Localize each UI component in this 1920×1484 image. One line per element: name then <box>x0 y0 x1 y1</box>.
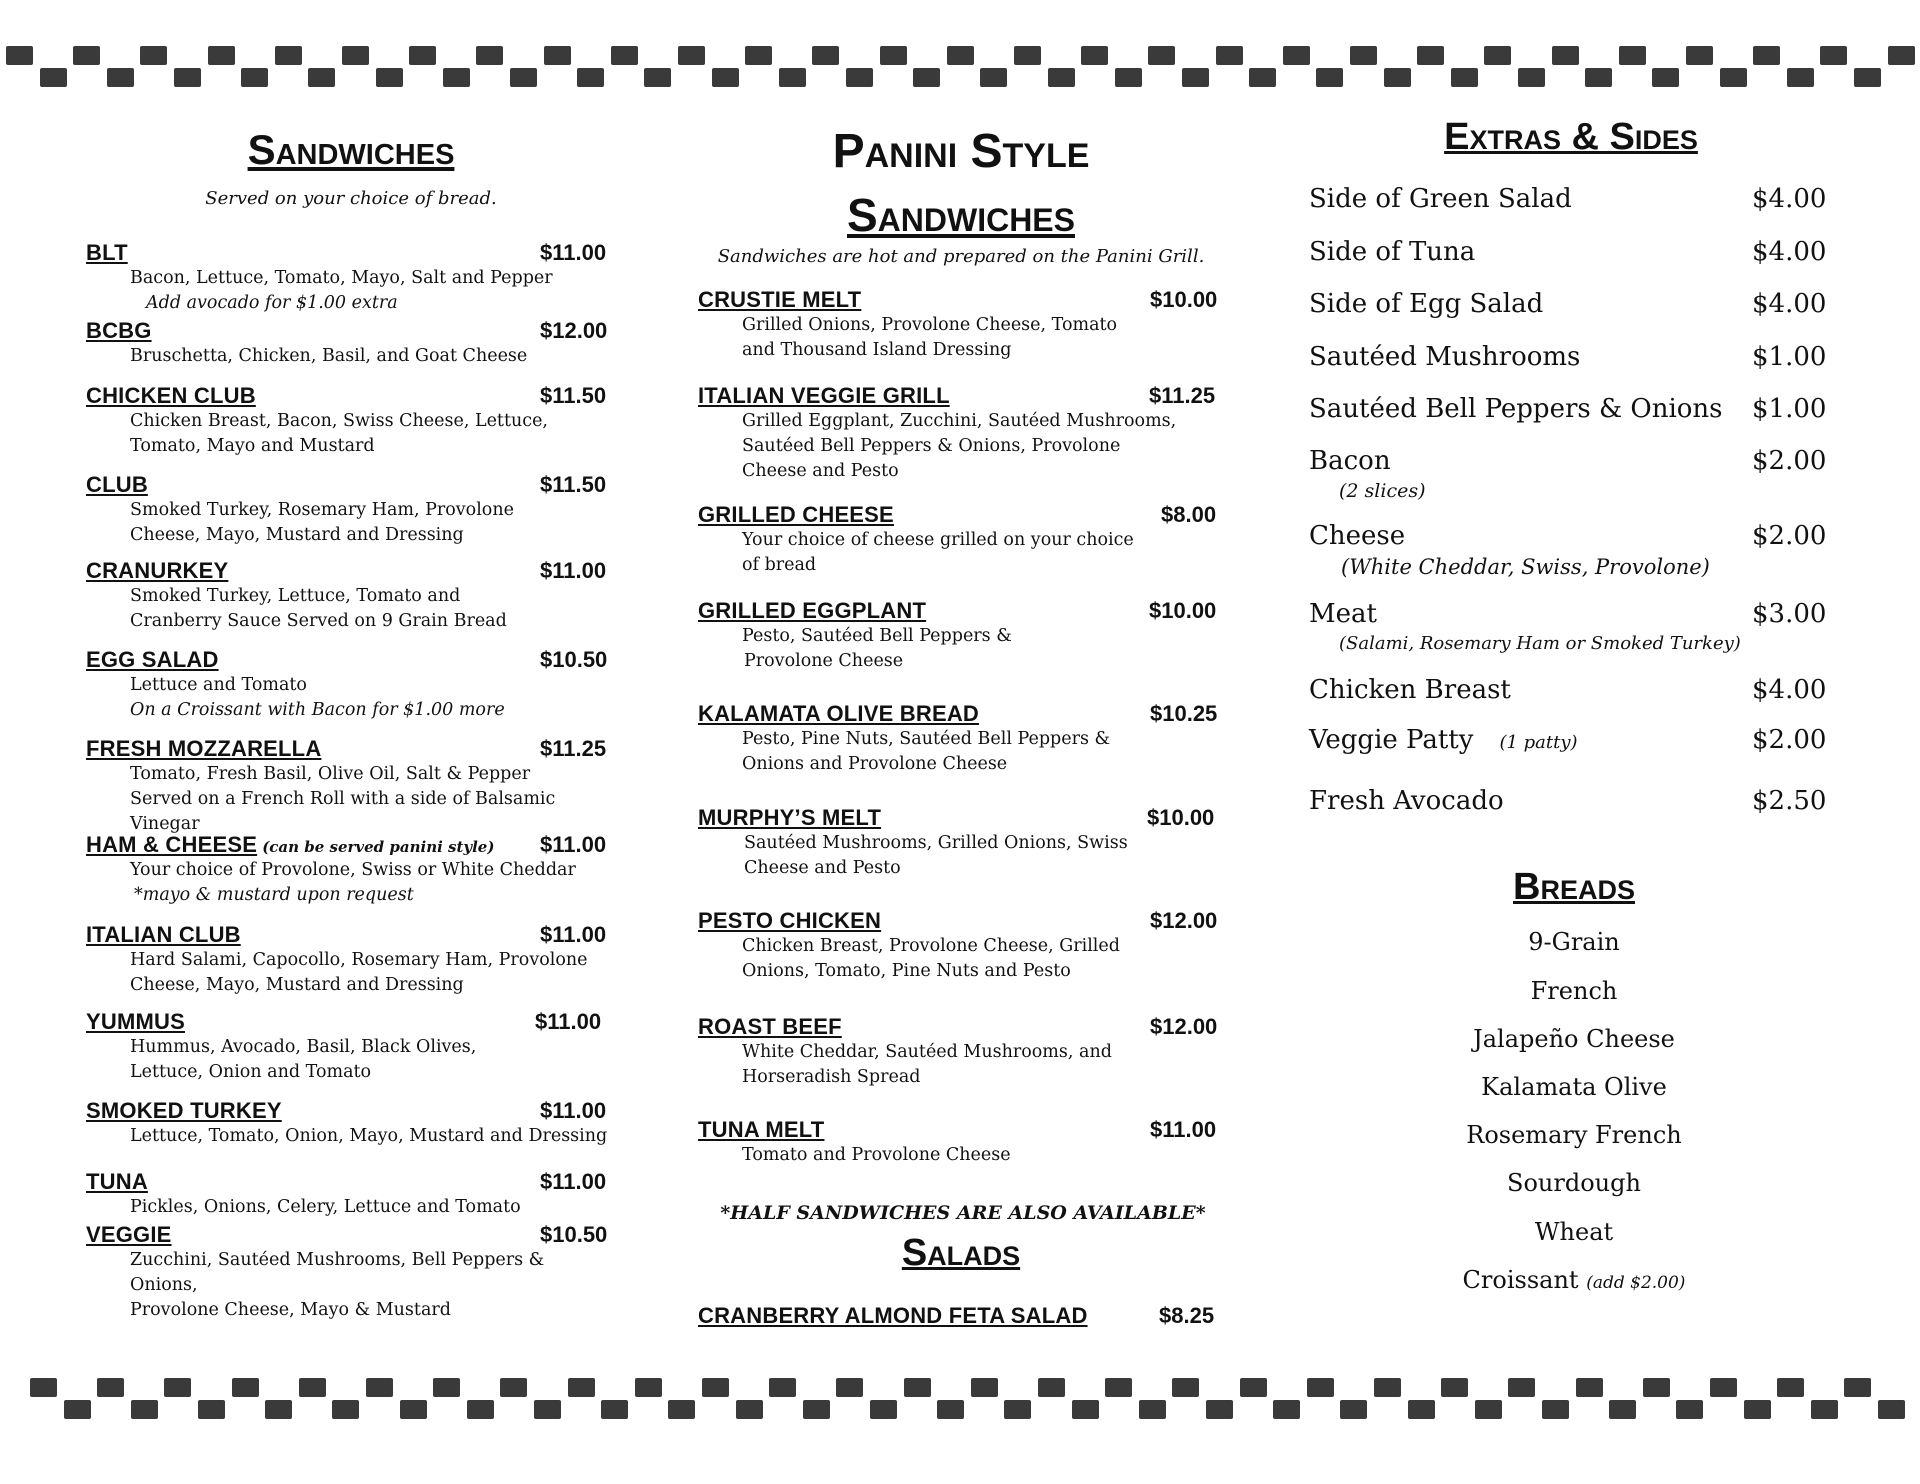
item-name: CLUB <box>86 472 148 497</box>
extra-name: Fresh Avocado <box>1309 786 1504 816</box>
item-description: Pesto, Pine Nuts, Sautéed Bell Peppers & <box>742 729 1111 749</box>
menu-item <box>86 922 616 998</box>
menu-item <box>698 805 1228 881</box>
item-description: Cheese and Pesto <box>742 461 899 481</box>
item-name: BLT <box>86 240 128 265</box>
checker-square <box>164 1378 191 1397</box>
item-description: Hummus, Avocado, Basil, Black Olives, <box>130 1037 477 1057</box>
checker-square <box>904 1378 931 1397</box>
bread-item: Kalamata Olive <box>1481 1073 1667 1101</box>
item-name: ROAST BEEF <box>698 1014 842 1039</box>
checker-square <box>1216 46 1243 65</box>
item-description: Chicken Breast, Bacon, Swiss Cheese, Lettuce, <box>130 411 548 431</box>
bread-note: (add $2.00) <box>1586 1273 1686 1293</box>
bread-item: Wheat <box>1534 1218 1614 1246</box>
item-description: and Thousand Island Dressing <box>742 340 1012 360</box>
checker-square <box>1182 68 1209 87</box>
checker-square <box>644 68 671 87</box>
menu-item <box>86 647 616 723</box>
checker-square <box>1384 68 1411 87</box>
extras-title: Extras & Sides <box>1444 116 1698 158</box>
checker-square <box>1753 46 1780 65</box>
item-inline-note: (can be served panini style) <box>262 838 495 856</box>
extra-price: $2.00 <box>1752 446 1827 476</box>
item-price: $11.00 <box>540 1169 607 1194</box>
menu-item <box>86 1169 616 1220</box>
checker-square <box>1576 1378 1603 1397</box>
bread-item: Sourdough <box>1507 1169 1641 1197</box>
extra-note: (2 slices) <box>1339 480 1426 502</box>
checker-square <box>1072 1400 1099 1419</box>
checker-square <box>1720 68 1747 87</box>
breads-title: Breads <box>1513 866 1635 908</box>
bread-item: 9-Grain <box>1528 928 1620 956</box>
item-description: Sautéed Mushrooms, Grilled Onions, Swiss <box>744 833 1128 853</box>
checker-square <box>1508 1378 1535 1397</box>
extra-name: Sautéed Bell Peppers & Onions <box>1309 394 1723 424</box>
extra-note: (Salami, Rosemary Ham or Smoked Turkey) <box>1339 633 1741 654</box>
item-note: *mayo & mustard upon request <box>134 885 414 905</box>
item-description: Provolone Cheese, Mayo & Mustard <box>130 1300 451 1320</box>
item-price: $11.50 <box>540 383 607 408</box>
item-price: $10.00 <box>1150 287 1218 312</box>
item-description: of bread <box>742 555 817 575</box>
checker-square <box>376 68 403 87</box>
checker-square <box>1518 68 1545 87</box>
menu-item <box>698 287 1228 363</box>
checker-square <box>870 1400 897 1419</box>
item-description: White Cheddar, Sautéed Mushrooms, and <box>742 1042 1112 1062</box>
item-price: $12.00 <box>1150 908 1218 933</box>
extra-name-text: Veggie Patty <box>1309 725 1474 755</box>
item-description: Your choice of Provolone, Swiss or White Cheddar <box>130 860 576 880</box>
item-description: Lettuce, Onion and Tomato <box>130 1062 372 1082</box>
checker-square <box>1206 1400 1233 1419</box>
item-description: Tomato, Mayo and Mustard <box>130 436 375 456</box>
checker-square <box>1451 68 1478 87</box>
menu-item <box>86 736 616 837</box>
checker-square <box>1340 1400 1367 1419</box>
item-name: ITALIAN VEGGIE GRILL <box>698 383 950 408</box>
menu-item <box>86 1009 616 1085</box>
extra-name: Side of Tuna <box>1309 237 1476 267</box>
extra-note: (White Cheddar, Swiss, Provolone) <box>1341 555 1710 579</box>
extra-price: $4.00 <box>1752 675 1827 705</box>
item-name: VEGGIE <box>86 1222 172 1247</box>
checker-square <box>510 68 537 87</box>
item-description: Lettuce, Tomato, Onion, Mayo, Mustard and Dressing <box>130 1126 608 1146</box>
bottom-checker-border <box>0 1376 1920 1448</box>
checker-square <box>241 68 268 87</box>
checker-square <box>174 68 201 87</box>
checker-square <box>736 1400 763 1419</box>
menu-item <box>86 832 616 908</box>
extra-name: Bacon <box>1309 446 1391 476</box>
checker-square <box>1172 1378 1199 1397</box>
item-price: $11.25 <box>540 736 607 761</box>
checker-square <box>1820 46 1847 65</box>
extra-price: $1.00 <box>1752 342 1827 372</box>
extra-price: $3.00 <box>1752 599 1827 629</box>
checker-square <box>1888 46 1915 65</box>
checker-square <box>1081 46 1108 65</box>
extra-price: $2.00 <box>1752 521 1827 551</box>
checker-square <box>1350 46 1377 65</box>
sandwiches-subtitle: Served on your choice of bread. <box>205 188 497 209</box>
checker-square <box>601 1400 628 1419</box>
item-name: GRILLED CHEESE <box>698 502 894 527</box>
extra-name: Side of Egg Salad <box>1309 289 1544 319</box>
checker-square <box>433 1378 460 1397</box>
item-name: SMOKED TURKEY <box>86 1098 282 1123</box>
item-description: Cheese and Pesto <box>744 858 901 878</box>
salads-title: Salads <box>901 1232 1021 1274</box>
item-name: CRUSTIE MELT <box>698 287 862 312</box>
checker-square <box>812 46 839 65</box>
checker-square <box>232 1378 259 1397</box>
checker-square <box>1441 1378 1468 1397</box>
checker-square <box>1552 46 1579 65</box>
checker-square <box>836 1378 863 1397</box>
item-price: $10.50 <box>540 1222 608 1247</box>
menu-item <box>698 383 1228 484</box>
checker-square <box>971 1378 998 1397</box>
item-name: TUNA <box>86 1169 148 1194</box>
checker-square <box>947 46 974 65</box>
checker-square <box>702 1378 729 1397</box>
checker-square <box>1475 1400 1502 1419</box>
item-name: FRESH MOZZARELLA <box>86 736 322 761</box>
item-description: Lettuce and Tomato <box>130 675 307 695</box>
half-sandwich-note: *HALF SANDWICHES ARE ALSO AVAILABLE* <box>720 1202 1206 1224</box>
checker-square <box>208 46 235 65</box>
item-price: $10.25 <box>1150 701 1218 726</box>
item-description: Horseradish Spread <box>742 1067 921 1087</box>
checker-square <box>1585 68 1612 87</box>
item-description: Grilled Eggplant, Zucchini, Sautéed Mushrooms, <box>742 411 1177 431</box>
item-description: Pickles, Onions, Celery, Lettuce and Tomato <box>130 1197 521 1217</box>
item-price: $11.25 <box>1149 383 1216 408</box>
menu-item <box>698 908 1228 984</box>
checker-square <box>803 1400 830 1419</box>
checker-square <box>1844 1378 1871 1397</box>
item-price: $11.00 <box>1150 1117 1217 1142</box>
item-name: ITALIAN CLUB <box>86 922 241 947</box>
item-name: PESTO CHICKEN <box>698 908 882 933</box>
checker-square <box>299 1378 326 1397</box>
checker-square <box>1408 1400 1435 1419</box>
item-description: Cheese, Mayo, Mustard and Dressing <box>130 975 464 995</box>
checker-square <box>1777 1378 1804 1397</box>
item-description: Hard Salami, Capocollo, Rosemary Ham, Provolone <box>130 950 588 970</box>
item-price: $11.00 <box>540 558 607 583</box>
menu-item <box>698 1303 1228 1329</box>
checker-square <box>846 68 873 87</box>
item-name: GRILLED EGGPLANT <box>698 598 927 623</box>
checker-square <box>30 1378 57 1397</box>
sandwiches-title: Sandwiches <box>247 126 455 173</box>
item-description: Tomato and Provolone Cheese <box>742 1145 1011 1165</box>
item-description: Your choice of cheese grilled on your choice <box>742 530 1134 550</box>
checker-square <box>534 1400 561 1419</box>
item-price: $10.00 <box>1149 598 1217 623</box>
item-name: MURPHY’S MELT <box>698 805 882 830</box>
menu-item <box>86 1222 616 1323</box>
checker-square <box>980 68 1007 87</box>
checker-square <box>1686 46 1713 65</box>
menu-item <box>86 318 616 369</box>
checker-square <box>140 46 167 65</box>
checker-square <box>1307 1378 1334 1397</box>
checker-square <box>400 1400 427 1419</box>
checker-square <box>366 1378 393 1397</box>
item-price: $10.00 <box>1147 805 1215 830</box>
checker-square <box>1273 1400 1300 1419</box>
checker-square <box>1115 68 1142 87</box>
extra-price: $4.00 <box>1752 184 1827 214</box>
checker-square <box>6 46 33 65</box>
checker-square <box>1417 46 1444 65</box>
item-price: $11.00 <box>540 240 607 265</box>
checker-square <box>635 1378 662 1397</box>
item-price: $8.25 <box>1159 1303 1215 1328</box>
checker-square <box>73 46 100 65</box>
extra-name: Chicken Breast <box>1309 675 1511 705</box>
bread-item: Jalapeño Cheese <box>1473 1025 1675 1053</box>
checker-square <box>1787 68 1814 87</box>
checker-square <box>611 46 638 65</box>
checker-square <box>500 1378 527 1397</box>
menu-item <box>86 383 616 459</box>
item-name: KALAMATA OLIVE BREAD <box>698 701 980 726</box>
bread-item: French <box>1530 977 1618 1005</box>
checker-square <box>1744 1400 1771 1419</box>
item-price: $11.00 <box>540 922 607 947</box>
checker-square <box>712 68 739 87</box>
checker-square <box>769 1378 796 1397</box>
item-description: Onions and Provolone Cheese <box>742 754 1008 774</box>
item-description: Smoked Turkey, Lettuce, Tomato and <box>130 586 461 606</box>
checker-square <box>1643 1378 1670 1397</box>
item-description: Smoked Turkey, Rosemary Ham, Provolone <box>130 500 514 520</box>
checker-square <box>779 68 806 87</box>
checker-square <box>1374 1378 1401 1397</box>
checker-square <box>1139 1400 1166 1419</box>
checker-square <box>1811 1400 1838 1419</box>
item-description: Cranberry Sauce Served on 9 Grain Bread <box>130 611 507 631</box>
item-description: Pesto, Sautéed Bell Peppers & <box>742 626 1012 646</box>
panini-title-line1: Panini Style <box>832 125 1090 178</box>
item-note: Add avocado for $1.00 extra <box>146 293 398 313</box>
item-description: Chicken Breast, Provolone Cheese, Grilled <box>742 936 1120 956</box>
item-note: On a Croissant with Bacon for $1.00 more <box>130 700 505 720</box>
checker-square <box>745 46 772 65</box>
menu-item <box>86 558 616 634</box>
item-description: Sautéed Bell Peppers & Onions, Provolone <box>742 436 1121 456</box>
extra-price: $4.00 <box>1752 237 1827 267</box>
checker-square <box>1676 1400 1703 1419</box>
item-name: CRANBERRY ALMOND FETA SALAD <box>698 1303 1088 1328</box>
checker-square <box>1878 1400 1905 1419</box>
menu-item <box>698 1014 1228 1090</box>
item-name: CHICKEN CLUB <box>86 383 256 408</box>
extra-price: $4.00 <box>1752 289 1827 319</box>
checker-square <box>544 46 571 65</box>
extra-name: Side of Green Salad <box>1309 184 1572 214</box>
bread-name: Croissant <box>1462 1266 1579 1294</box>
extra-name: Sautéed Mushrooms <box>1309 342 1581 372</box>
checker-square <box>1484 46 1511 65</box>
item-name: YUMMUS <box>86 1009 185 1034</box>
checker-square <box>1619 46 1646 65</box>
extra-name: Cheese <box>1309 521 1406 551</box>
checker-square <box>476 46 503 65</box>
item-name: CRANURKEY <box>86 558 229 583</box>
item-price: $11.00 <box>540 1098 607 1123</box>
extra-name <box>1309 725 1578 755</box>
item-price: $12.00 <box>540 318 608 343</box>
extra-price: $2.00 <box>1752 725 1827 755</box>
menu-item <box>86 472 616 548</box>
checker-square <box>880 46 907 65</box>
checker-square <box>1854 68 1881 87</box>
item-name: HAM & CHEESE <box>86 832 258 857</box>
checker-square <box>265 1400 292 1419</box>
item-name: EGG SALAD <box>86 647 219 672</box>
checker-square <box>1004 1400 1031 1419</box>
checker-square <box>1014 46 1041 65</box>
checker-square <box>40 68 67 87</box>
menu-item <box>698 1117 1228 1168</box>
checker-square <box>1283 46 1310 65</box>
item-name: TUNA MELT <box>698 1117 825 1142</box>
checker-square <box>1609 1400 1636 1419</box>
checker-square <box>107 68 134 87</box>
item-description: Cheese, Mayo, Mustard and Dressing <box>130 525 464 545</box>
menu-item <box>86 240 616 316</box>
checker-square <box>1038 1378 1065 1397</box>
bread-item: Rosemary French <box>1466 1121 1682 1149</box>
checker-square <box>937 1400 964 1419</box>
item-description: Grilled Onions, Provolone Cheese, Tomato <box>742 315 1118 335</box>
checker-square <box>308 68 335 87</box>
checker-square <box>577 68 604 87</box>
item-price: $10.50 <box>540 647 608 672</box>
checker-square <box>342 46 369 65</box>
checker-square <box>1249 68 1276 87</box>
checker-square <box>1105 1378 1132 1397</box>
item-price: $11.00 <box>540 832 607 857</box>
checker-square <box>1652 68 1679 87</box>
checker-square <box>1240 1378 1267 1397</box>
panini-title-line2: Sandwiches <box>846 189 1075 241</box>
item-description: Bruschetta, Chicken, Basil, and Goat Cheese <box>130 346 528 366</box>
checker-square <box>443 68 470 87</box>
item-description: Zucchini, Sautéed Mushrooms, Bell Peppers & Onions, <box>130 1250 545 1295</box>
item-price: $12.00 <box>1150 1014 1218 1039</box>
checker-square <box>668 1400 695 1419</box>
extra-name: Meat <box>1309 599 1377 629</box>
menu-item <box>86 1098 616 1149</box>
item-description: Provolone Cheese <box>744 651 904 671</box>
extra-price: $1.00 <box>1752 394 1827 424</box>
top-checker-border <box>0 44 1920 116</box>
checker-square <box>913 68 940 87</box>
extra-price: $2.50 <box>1752 786 1827 816</box>
checker-square <box>467 1400 494 1419</box>
checker-square <box>1542 1400 1569 1419</box>
item-price: $8.00 <box>1161 502 1217 527</box>
checker-square <box>275 46 302 65</box>
panini-subtitle: Sandwiches are hot and prepared on the Panini Grill. <box>717 246 1205 267</box>
checker-square <box>1316 68 1343 87</box>
checker-square <box>198 1400 225 1419</box>
checker-square <box>568 1378 595 1397</box>
item-price: $11.00 <box>535 1009 602 1034</box>
checker-square <box>1048 68 1075 87</box>
item-name: BCBG <box>86 318 152 343</box>
checker-square <box>131 1400 158 1419</box>
menu-item <box>698 502 1228 578</box>
bread-item <box>1309 1266 1839 1294</box>
checker-square <box>409 46 436 65</box>
extra-inline-note: (1 patty) <box>1499 732 1578 753</box>
item-description: Onions, Tomato, Pine Nuts and Pesto <box>742 961 1071 981</box>
item-description: Bacon, Lettuce, Tomato, Mayo, Salt and Pepper <box>130 268 553 288</box>
checker-square <box>64 1400 91 1419</box>
item-description: Served on a French Roll with a side of Balsamic Vinegar <box>130 789 556 834</box>
checker-square <box>332 1400 359 1419</box>
menu-item <box>698 701 1228 777</box>
checker-square <box>97 1378 124 1397</box>
item-description: Tomato, Fresh Basil, Olive Oil, Salt & Pepper <box>130 764 531 784</box>
item-price: $11.50 <box>540 472 607 497</box>
checker-square <box>1710 1378 1737 1397</box>
menu-item <box>698 598 1228 674</box>
checker-square <box>1148 46 1175 65</box>
checker-square <box>678 46 705 65</box>
